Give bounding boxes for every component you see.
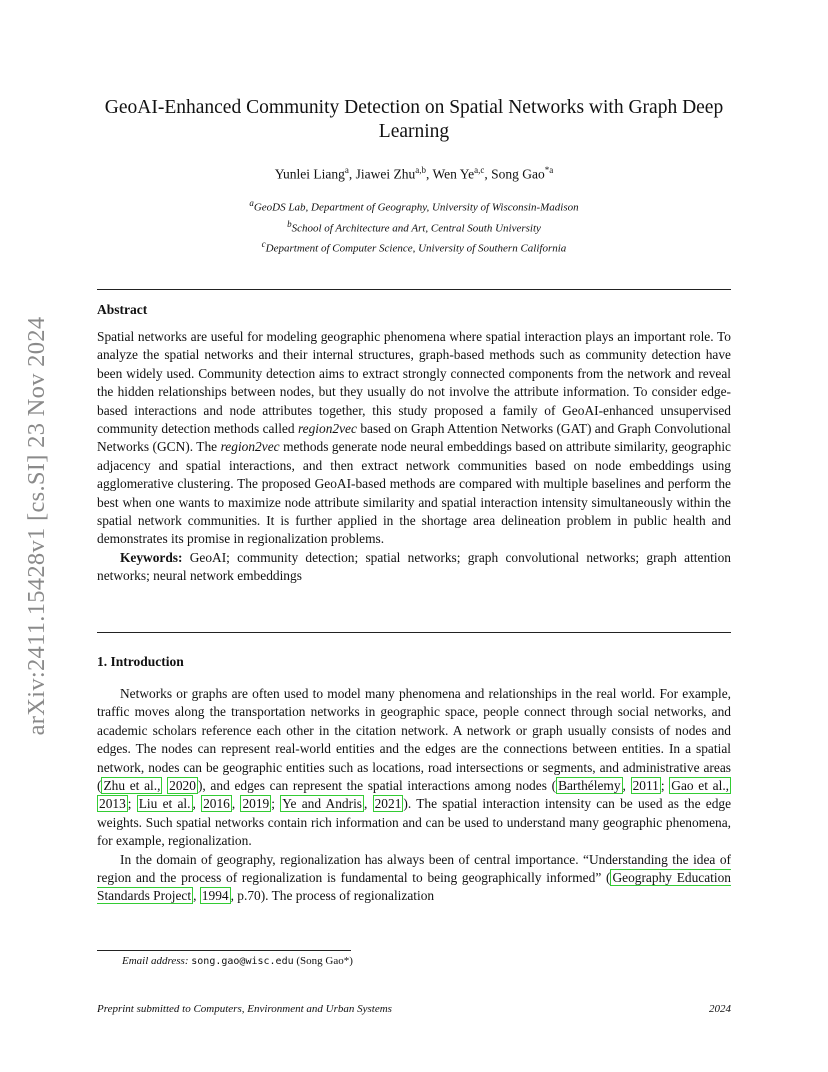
citation-link[interactable]: 2016 (203, 796, 230, 812)
citation-link[interactable]: 2021 (374, 796, 402, 812)
method-name: region2vec (220, 439, 280, 455)
author-name: Wen Ye (432, 166, 475, 182)
citation-link[interactable]: 2019 (242, 796, 270, 812)
footnote-name: (Song Gao*) (293, 955, 353, 967)
body-paragraph: In the domain of geography, regionalization has always been of central importance. “Understanding the idea of region and the process of regionalization is fundamental to being geographically informed” ( Geography Education Standards Project , 1994 , p.70). The process of regionalization (97, 851, 731, 904)
author-email: song.gao@wisc.edu (191, 956, 294, 967)
affiliation-line: $^a$GeoDS Lab, Department of Geography, University of Wisconsin-Madison (249, 198, 579, 214)
author-affil-mark: a,b (415, 165, 426, 175)
citation-link[interactable]: Geography Education Standards Project (97, 870, 731, 904)
citation-link[interactable]: 2013 (99, 796, 126, 812)
affiliation-line: $^c$Department of Computer Science, University of Southern California (261, 239, 567, 255)
method-name: region2vec (297, 421, 357, 437)
section-heading-introduction: 1. Introduction (97, 654, 184, 669)
footnote-rule (97, 950, 351, 951)
author-name: Jiawei Zhu (355, 166, 416, 182)
keywords (97, 549, 731, 586)
citation-link[interactable]: 2011 (632, 778, 659, 794)
arxiv-sidebar-stamp (23, 296, 51, 756)
abstract-bottom-rule (97, 632, 731, 633)
keywords-label: Keywords: (120, 549, 183, 565)
footnote (122, 955, 353, 967)
affiliations (97, 195, 731, 257)
citation-link[interactable]: 1994 (201, 888, 229, 904)
author-affil-mark: a,c (474, 165, 485, 175)
author-name: Song Gao (491, 166, 545, 182)
citation-link[interactable]: Barthélemy (558, 778, 621, 794)
affiliation-line: $^b$School of Architecture and Art, Central South University (287, 218, 541, 235)
author-affil-mark: a (344, 165, 349, 175)
footer-journal: Preprint submitted to Computers, Environment and Urban Systems (97, 1003, 392, 1015)
author-affil-mark: *a (544, 165, 554, 175)
arxiv-id: arXiv:2411.15428v1 [cs.SI] 23 Nov 2024 (23, 316, 50, 736)
author-name: Yunlei Liang (274, 166, 345, 182)
introduction-body (97, 685, 731, 906)
paper-title: GeoAI-Enhanced Community Detection on Spatial Networks with Graph Deep Learning (104, 97, 724, 142)
citation-link[interactable]: Zhu et al., (103, 778, 161, 794)
citation-link[interactable]: 2020 (169, 778, 196, 794)
page-footer (97, 1003, 731, 1015)
footer-year: 2024 (709, 1003, 731, 1015)
abstract-top-rule (97, 289, 731, 290)
abstract-body (97, 328, 731, 586)
citation-link[interactable]: Gao et al., (671, 778, 730, 794)
footnote-label: Email address: (122, 955, 189, 967)
body-paragraph: Networks or graphs are often used to model many phenomena and relationships in the real world. For example, traffic moves along the transportation networks in geographic space, people connect through social networks, and academic scholars reference each other in the citation network. A network or graph usually consists of nodes and edges. The nodes can represent real-world entities and the edges are the connections between entities. In a spatial network, nodes can be geographic entities such as locations, road intersections or segments, and administrative areas ( Zhu et al., 2020 ), and edges can represent the spatial interactions among nodes ( Barthélemy , 2011 ; Gao et al., 2013 ; Liu et al. , 2016 , 2019 ; Ye and Andris , 2021 ). The spatial interaction intensity can be used as the edge weights. Such spatial networks contain rich information and can be used to understand many geographic phenomena, for example, regionalization. (97, 686, 732, 849)
keywords-text: GeoAI; community detection; spatial networks; graph convolutional networks; graph attention networks; neural network embeddings (97, 549, 731, 584)
author-list: Yunlei Liang$^a$, Jiawei Zhu$^{a,b}$, Wen Ye$^{a,c}$, Song Gao$^{*a}$ (274, 165, 554, 182)
citation-link[interactable]: Ye and Andris (282, 796, 363, 812)
citation-link[interactable]: Liu et al. (138, 796, 191, 812)
abstract-heading: Abstract (97, 302, 148, 317)
abstract-paragraph: Spatial networks are useful for modeling geographic phenomena where spatial interaction plays an important role. To analyze the spatial networks and their internal structures, graph-based methods such as community detection have been widely used. Community detection aims to extract strongly connected components from the network and reveal the hidden relationships between nodes, but they usually do not involve the attribute information. To consider edge-based interactions and node attributes together, this study proposed a family of GeoAI-enhanced unsupervised community detection methods called region2vec based on Graph Attention Networks (GAT) and Graph Convolutional Networks (GCN). The region2vec methods generate node neural embeddings based on attribute similarity, geographic adjacency and spatial interactions, and then extract network communities based on node embeddings using agglomerative clustering. The proposed GeoAI-based methods are compared with multiple baselines and perform the best when one wants to maximize node attribute similarity and spatial interaction intensity simultaneously within the spatial network communities. It is further applied in the shortage area delineation problem in public health and demonstrates its promise in regionalization problems. (97, 329, 731, 547)
